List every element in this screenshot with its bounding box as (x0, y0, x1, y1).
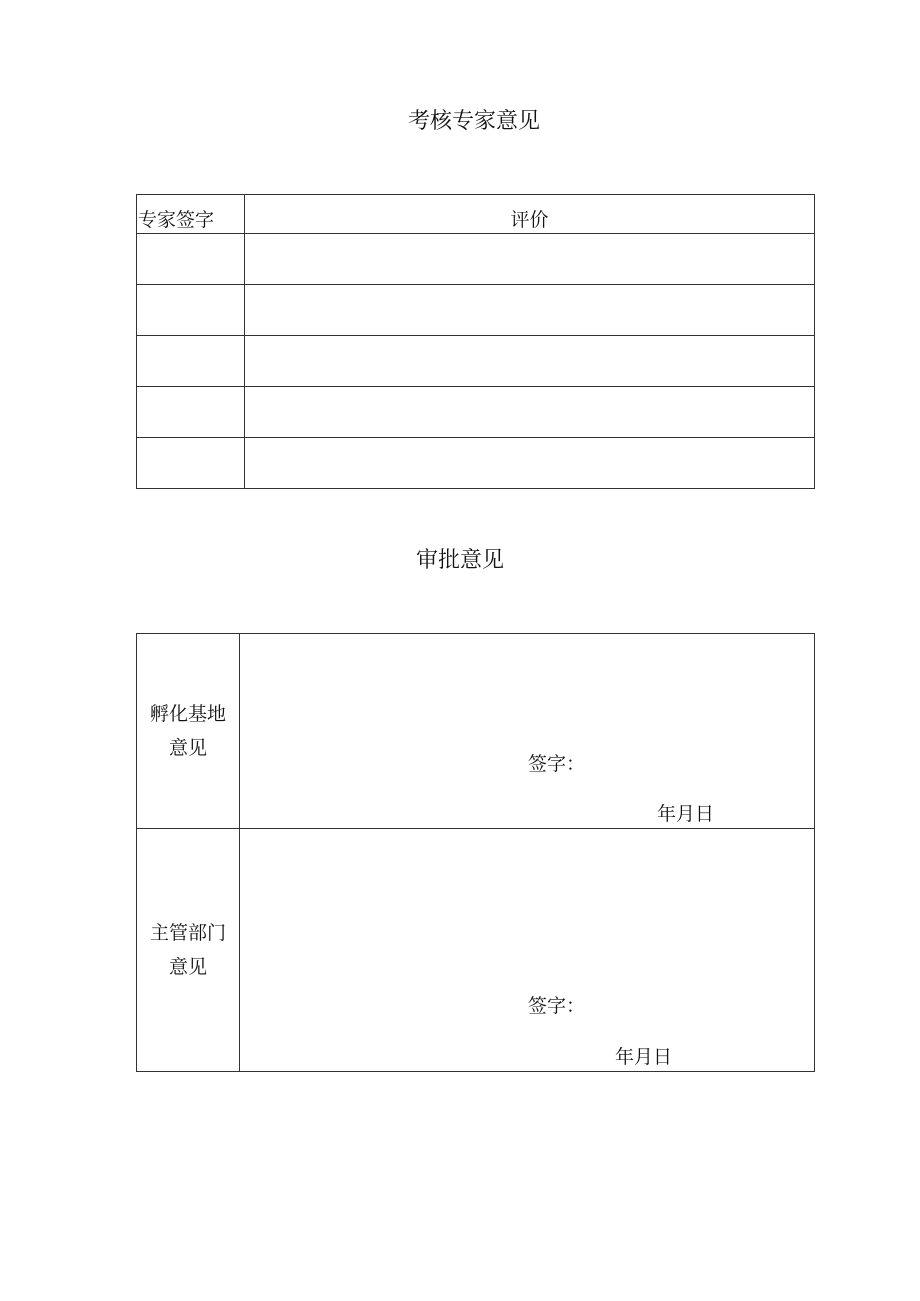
expert-signature-cell[interactable] (137, 336, 245, 387)
department-opinion-label (137, 829, 240, 1072)
expert-table-header (137, 195, 815, 234)
signature-label: 签字： (528, 753, 586, 775)
approval-section-title: 审批意见 (415, 548, 504, 573)
evaluation-cell[interactable] (245, 387, 815, 438)
label-line: 意见 (168, 956, 207, 978)
label-line: 主管部门 (149, 922, 226, 944)
approval-opinion-table (136, 633, 815, 1072)
expert-table-row (137, 285, 815, 336)
approval-row-department (137, 829, 815, 1072)
expert-opinion-table (136, 194, 815, 489)
department-opinion-field[interactable] (240, 829, 815, 1072)
expert-table-row (137, 336, 815, 387)
signature-label: 签字： (528, 995, 586, 1017)
evaluation-cell[interactable] (245, 285, 815, 336)
evaluation-cell[interactable] (245, 438, 815, 489)
incubator-opinion-field[interactable] (240, 634, 815, 829)
label-line: 孵化基地 (149, 703, 226, 725)
header-expert-signature: 专家签字 (137, 195, 245, 234)
date-label: 年月日 (657, 803, 715, 825)
expert-table-row (137, 234, 815, 285)
expert-section-title: 考核专家意见 (407, 109, 540, 134)
evaluation-cell[interactable] (245, 336, 815, 387)
expert-table-row (137, 438, 815, 489)
approval-row-incubator (137, 634, 815, 829)
incubator-opinion-label (137, 634, 240, 829)
expert-signature-cell[interactable] (137, 234, 245, 285)
expert-signature-cell[interactable] (137, 285, 245, 336)
date-label: 年月日 (615, 1046, 673, 1068)
expert-signature-cell[interactable] (137, 438, 245, 489)
label-line: 意见 (168, 737, 207, 759)
expert-signature-cell[interactable] (137, 387, 245, 438)
evaluation-cell[interactable] (245, 234, 815, 285)
expert-table-row (137, 387, 815, 438)
header-evaluation: 评价 (245, 195, 815, 234)
